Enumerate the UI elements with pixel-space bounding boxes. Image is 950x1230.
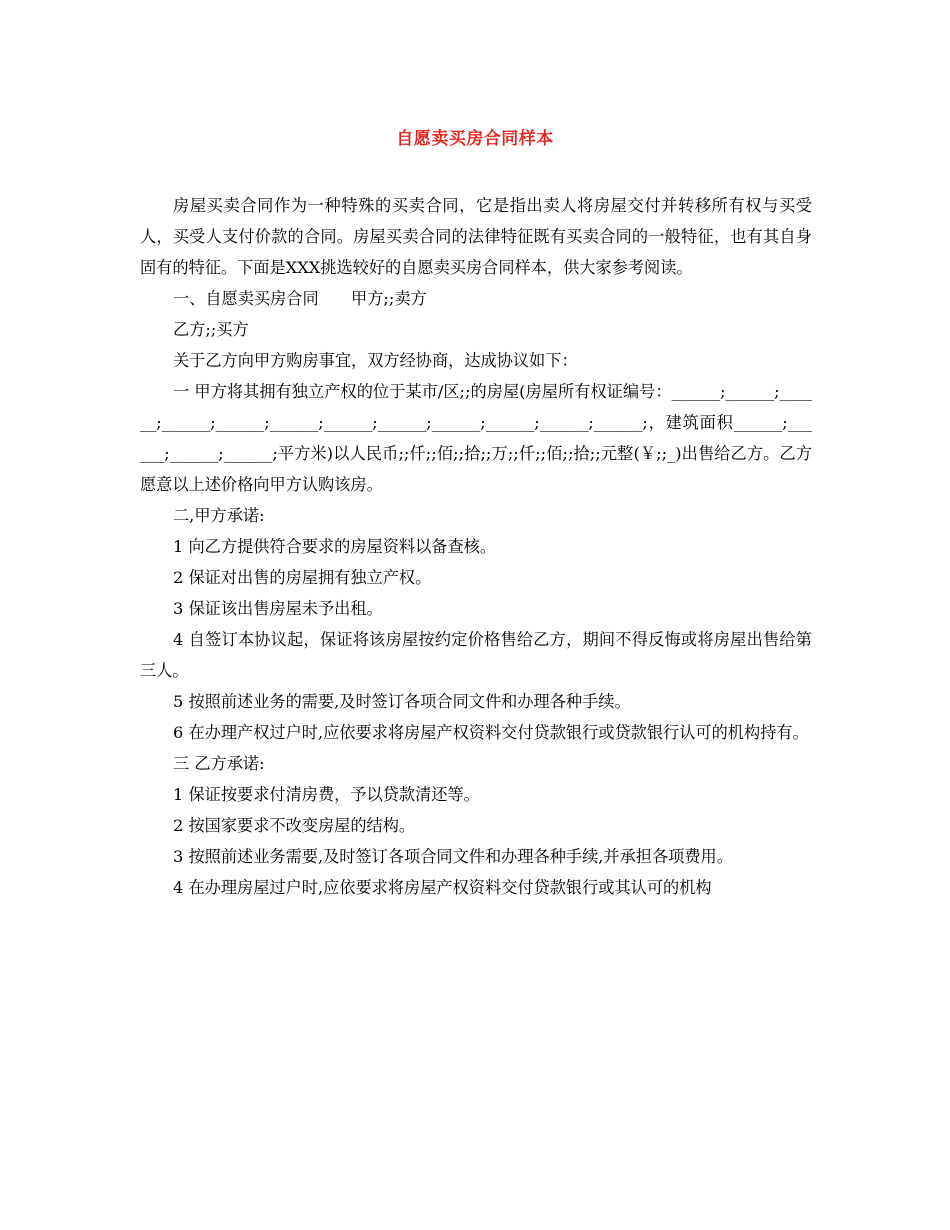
party-a-item-2: 2 保证对出售的房屋拥有独立产权。 [173,568,432,587]
party-a-item-3: 3 保证该出售房屋未予出租。 [173,599,383,618]
intro-paragraph: 房屋买卖合同作为一种特殊的买卖合同，它是指出卖人将房屋交付并转移所有权与买受人，买受人支付价款的合同。房屋买卖合同的法律特征既有买卖合同的一般特征，也有其自身固有的特征。下面是XXX挑选较好的自愿卖买房合同样本，供大家参考阅读。 [140,196,812,277]
clause-one-property-sale: 一 甲方将其拥有独立产权的位于某市/区;;的房屋(房屋所有权证编号：______;______;______;______;______;______;______;______;______;______;______;______;，建筑面积______;______;______;______;平方米)以人民币;;仟;;佰;;拾;;万;;仟;;佰;;拾;;元整(￥;;_)出售给乙方。乙方愿意以上述价格向甲方认购该房。 [140,382,812,494]
document-body [140,190,812,903]
party-a-item-6: 6 在办理产权过户时,应依要求将房屋产权资料交付贷款银行或贷款银行认可的机构持有。 [173,723,809,742]
party-b-line: 乙方;;买方 [173,320,249,339]
party-a-item-5: 5 按照前述业务的需要,及时签订各项合同文件和办理各种手续。 [173,692,631,711]
document-title: 自愿卖买房合同样本 [396,129,554,149]
party-b-item-1: 1 保证按要求付清房费，予以贷款清还等。 [173,785,480,804]
party-b-item-2: 2 按国家要求不改变房屋的结构。 [173,816,416,835]
section-heading-contract-parties: 一、自愿卖买房合同 甲方;;卖方 [173,289,427,308]
section-heading-party-b-commitments: 三 乙方承诺: [173,754,265,773]
party-b-item-3: 3 按照前述业务需要,及时签订各项合同文件和办理各种手续,并承担各项费用。 [173,847,733,866]
party-b-item-4: 4 在办理房屋过户时,应依要求将房屋产权资料交付贷款银行或其认可的机构 [173,878,712,897]
agreement-preamble: 关于乙方向甲方购房事宜，双方经协商，达成协议如下： [173,351,578,370]
party-a-item-1: 1 向乙方提供符合要求的房屋资料以备查核。 [173,537,497,556]
section-heading-party-a-commitments: 二,甲方承诺: [173,506,265,525]
party-a-item-4: 4 自签订本协议起，保证将该房屋按约定价格售给乙方，期间不得反悔或将房屋出售给第三人。 [140,630,812,680]
